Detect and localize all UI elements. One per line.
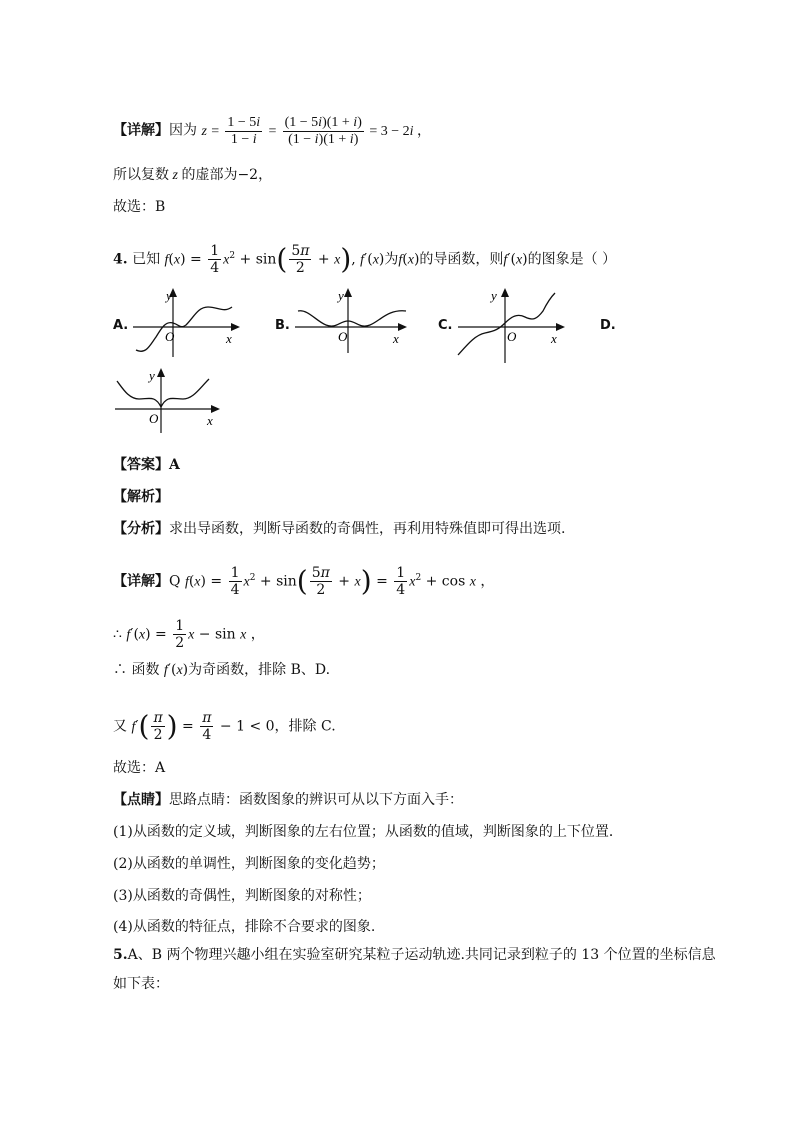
q4-final: 故选：A: [113, 760, 166, 776]
graph-c-origin: O: [507, 329, 517, 344]
graph-a-y-label: y: [166, 288, 172, 303]
q3-detail-tag: 【详解】: [113, 122, 169, 139]
q4-comment: 【点睛】思路点睛：函数图象的辨识可从以下方面入手：: [113, 792, 463, 808]
graph-b[interactable]: [290, 285, 415, 355]
q4-point-4: (4)从函数的特征点，排除不合要求的图象.: [113, 919, 376, 935]
q3-detail-line: [113, 115, 431, 148]
graph-b-y-label: y: [338, 288, 344, 303]
q4-point-1: (1)从函数的定义域，判断图象的左右位置；从函数的值域，判断图象的上下位置．: [113, 824, 623, 840]
q5-stem: 5.A、B 两个物理兴趣小组在实验室研究某粒子运动轨迹.共同记录到粒子的 13 个位置的坐标信息: [113, 947, 716, 963]
q4-number: 4.: [113, 251, 128, 268]
graph-c-x-label: x: [551, 331, 557, 346]
q3-answer: 故选：B: [113, 199, 166, 215]
q4-stem: 4. 已知 f(x) = $\frac{1}{4}$ $x^2 + \sin$( $\frac{5\pi}{2}$ + x), f′(x)为f(x)的导函数，则f′(x)的图象是（ ）: [113, 242, 617, 276]
q4-point-3: (3)从函数的奇偶性，判断图象的对称性；: [113, 888, 371, 904]
graph-d-x-label: x: [207, 413, 213, 428]
option-d-label[interactable]: D.: [600, 318, 616, 333]
graph-a-origin: O: [165, 329, 175, 344]
q4-detail-step3: ∴ 函数 f′(x)为奇函数，排除 B、D.: [113, 662, 331, 678]
q3-conclusion: 所以复数 z 的虚部为−2，: [113, 167, 273, 183]
q4-analysis: 【分析】求出导函数，判断导函数的奇偶性，再利用特殊值即可得出选项.: [113, 521, 566, 537]
graph-b-x-label: x: [393, 331, 399, 346]
option-b-label[interactable]: B.: [275, 318, 290, 333]
q5-number: 5.: [113, 947, 128, 963]
q4-function-def: f: [164, 252, 169, 268]
q3-equation: z = $\frac{1 - 5i}{1 - i}$ = $\frac{(1 - 5i)(1 + i)}{(1 - i)(1 + i)}$ = 3 − 2i ，: [201, 115, 432, 147]
q5-stem-cont: 如下表：: [113, 976, 169, 992]
q4-detail-step1: 【详解】Q f(x) = $\frac{1}{4}$ $x^2 + \sin$( $\frac{5\pi}{2}$ + x) = $\frac{1}{4}$ $x^2 + \cos x$ ，: [113, 564, 495, 598]
graph-c[interactable]: [453, 285, 578, 365]
q4-detail-step4: 又 f′( $\frac{\pi}{2}$ ) = $\frac{\pi}{4}$ − 1 < 0，排除 C.: [113, 709, 336, 743]
graph-d-y-label: y: [149, 368, 155, 383]
graph-d[interactable]: [113, 365, 233, 435]
option-a-label[interactable]: A.: [113, 318, 129, 333]
graph-b-origin: O: [338, 329, 348, 344]
q4-point-2: (2)从函数的单调性，判断图象的变化趋势；: [113, 856, 385, 872]
q4-answer: 【答案】A: [113, 457, 180, 473]
q4-analysis-tag: 【解析】: [113, 489, 169, 505]
graph-c-y-label: y: [491, 288, 497, 303]
q4-detail-step2: ∴ f′(x) = $\frac{1}{2}$ x − sin x ，: [113, 618, 265, 651]
graph-a-x-label: x: [226, 331, 232, 346]
graph-a[interactable]: [128, 285, 248, 360]
graph-d-origin: O: [149, 411, 159, 426]
q3-detail-text: 因为: [169, 122, 197, 139]
option-c-label[interactable]: C.: [438, 318, 453, 333]
